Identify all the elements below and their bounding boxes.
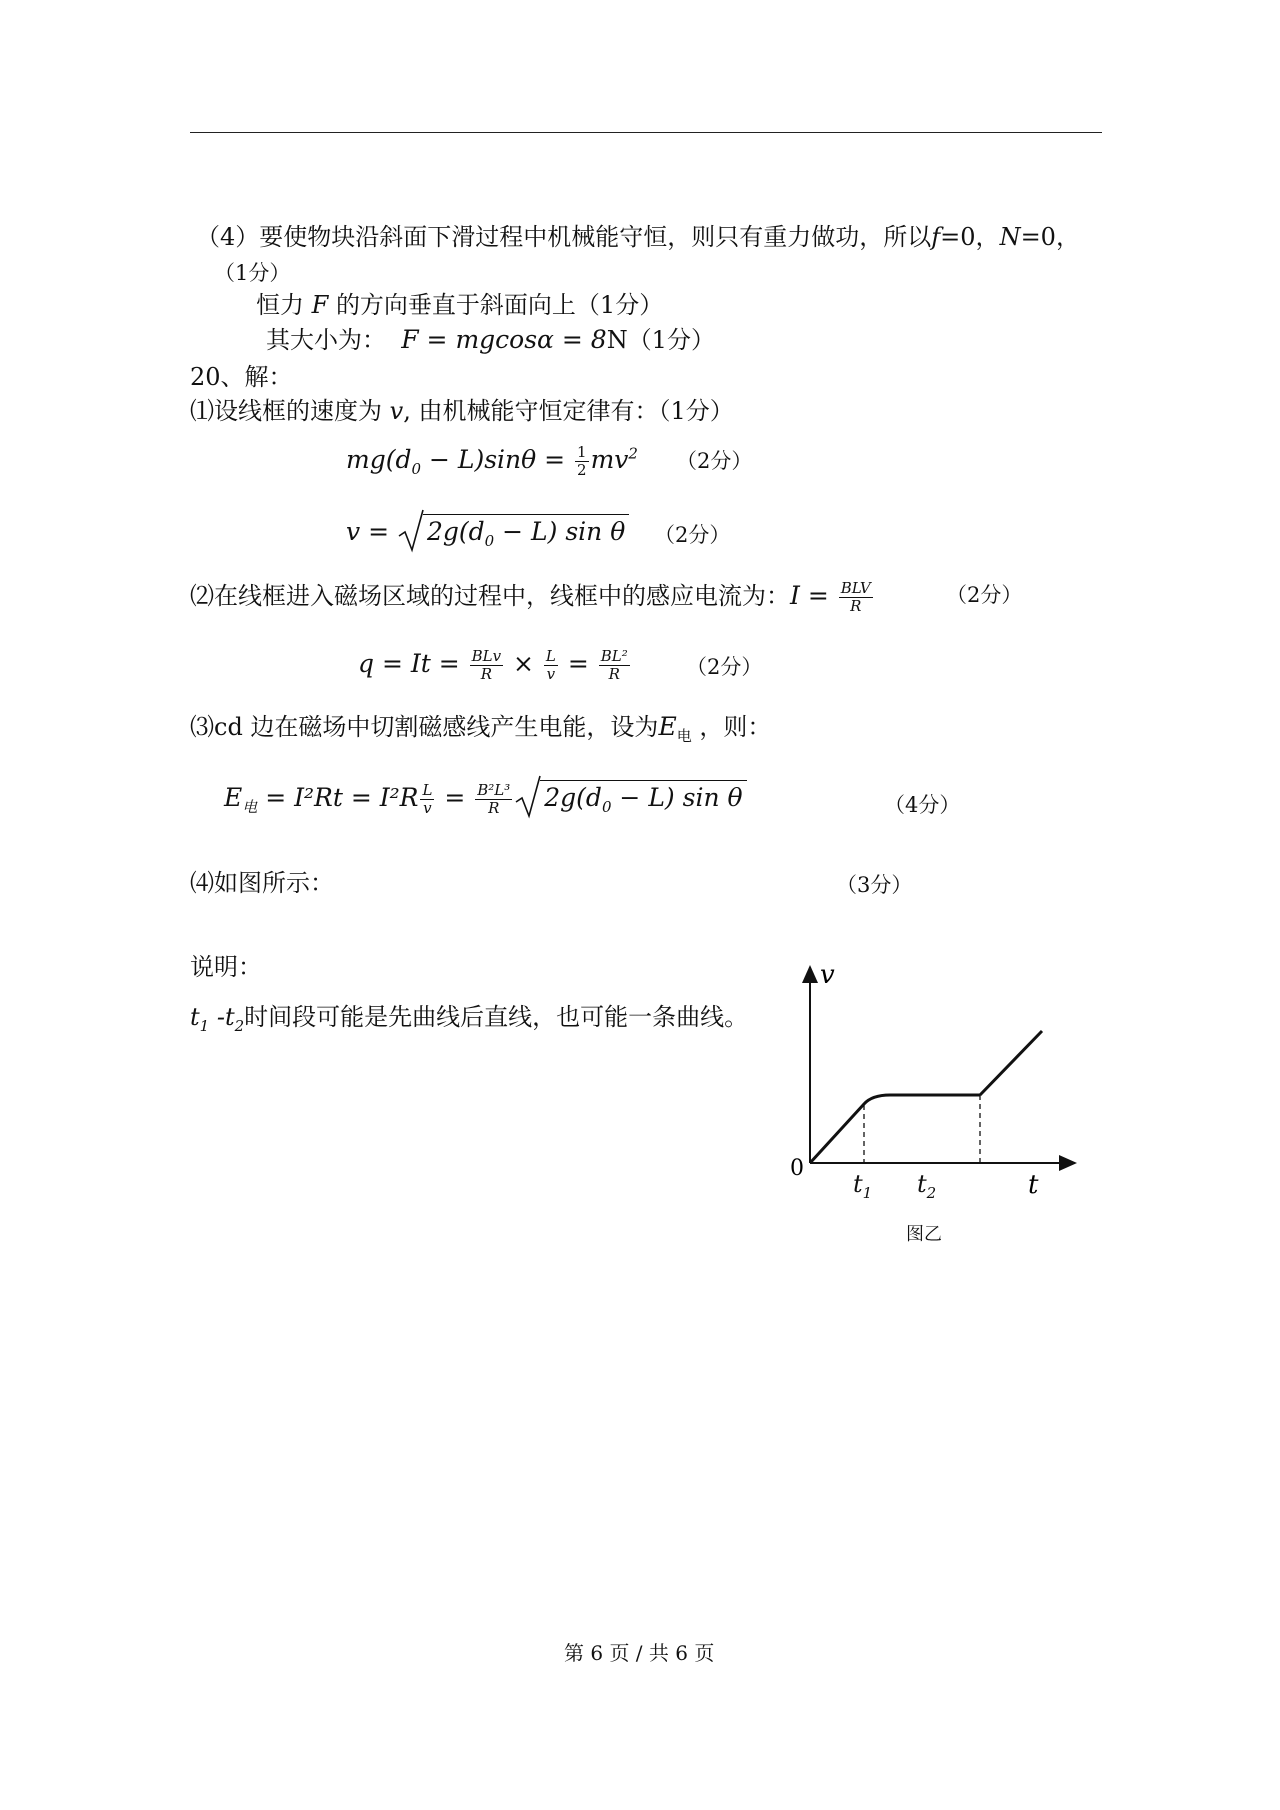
part4-line1-eq: =0， <box>940 223 1000 251</box>
part4-score1: （1分） <box>214 261 291 285</box>
t1-subscript: 1 <box>862 1183 873 1202</box>
step4-score: （3分） <box>836 873 913 897</box>
step2-score: （2分） <box>946 583 1023 607</box>
sqrt <box>397 514 629 550</box>
eq3-f2d: v <box>546 665 556 683</box>
x-axis-label: t <box>1028 1170 1039 1200</box>
eq4-rad2: − L) sin θ <box>611 783 743 812</box>
eq4-E: E <box>224 783 243 812</box>
eq4-frac2 <box>475 782 512 817</box>
eq4-rsub: 0 <box>601 798 612 816</box>
q20-step1 <box>190 396 734 426</box>
t2-subscript: 2 <box>926 1183 937 1202</box>
equation-energy <box>346 444 638 479</box>
eq3-f3d: R <box>608 665 620 683</box>
note-text: 时间段可能是先曲线后直线，也可能一条曲线。 <box>244 1003 749 1031</box>
current-fraction <box>839 580 873 615</box>
var-F: F <box>311 291 329 319</box>
var-E-sub: 电 <box>676 726 692 745</box>
eq3-score: （2分） <box>686 655 763 679</box>
s2-num: BLV <box>840 579 871 597</box>
q20-step4: ⑷如图所示： <box>190 869 334 897</box>
var-E: E <box>658 712 677 741</box>
t1-label <box>853 1170 872 1202</box>
step1-text: ⑴设线框的速度为 <box>190 397 382 425</box>
eq3-f3n: BL² <box>600 647 628 665</box>
step3-text: ⑶cd 边在磁场中切割磁感线产生电能，设为 <box>190 713 659 741</box>
part4-line2-b: 的方向垂直于斜面向上（1分） <box>335 291 664 319</box>
eq2-rad: 2g(d <box>426 517 485 546</box>
t1-letter: t <box>853 1170 863 1198</box>
eq2-score: （2分） <box>654 523 731 547</box>
step3-tail: ，则： <box>699 713 772 741</box>
note-line <box>190 1002 748 1041</box>
part4-line2 <box>256 290 663 320</box>
velocity-time-graph <box>780 955 1080 1200</box>
note-t2: -t <box>209 1003 235 1031</box>
eq3-frac2 <box>544 648 558 683</box>
page-footer: 第 6 页 / 共 6 页 <box>564 1641 715 1665</box>
eq1-left: mg(d <box>346 445 412 474</box>
force-unit: N <box>606 326 628 354</box>
part4-line3 <box>266 325 715 355</box>
t2-letter: t <box>917 1170 927 1198</box>
part4-line1-end: =0， <box>1020 223 1080 251</box>
var-N: N <box>999 223 1021 251</box>
eq4-f1d: v <box>423 799 432 817</box>
eq1-sup: 2 <box>628 444 638 463</box>
equation-energy-electric <box>224 780 747 817</box>
eq3-frac1 <box>470 648 503 683</box>
part4-line3-label: 其大小为： <box>266 326 386 354</box>
q20-step3 <box>190 712 771 751</box>
equation-velocity <box>346 514 629 550</box>
eq1-right: mv <box>590 445 629 474</box>
s2-den: R <box>850 597 862 615</box>
t2-label <box>917 1170 936 1202</box>
eq4-sub: 电 <box>242 798 258 816</box>
eq1-score: （2分） <box>676 449 753 473</box>
q20-step2 <box>190 580 875 615</box>
note-t2-sub: 2 <box>234 1016 245 1035</box>
note-t1: t <box>190 1003 200 1031</box>
eq4-score: （4分） <box>884 793 961 817</box>
eq1-mid: − L)sinθ = <box>421 445 574 474</box>
part4-line2-a: 恒力 <box>256 291 304 319</box>
eq4-eq: = <box>436 783 474 812</box>
header-rule <box>190 132 1102 133</box>
eq3-frac3 <box>599 648 630 683</box>
origin-label: 0 <box>790 1156 804 1181</box>
eq1-den: 2 <box>577 461 587 479</box>
eq3-f1n: BLv <box>471 647 502 665</box>
eq2-sub: 0 <box>484 532 495 550</box>
eq4-frac1 <box>420 782 434 817</box>
y-axis-label: v <box>820 960 835 990</box>
eq2-rad2: − L) sin θ <box>494 517 626 546</box>
eq4-rad: 2g(d <box>544 783 602 812</box>
eq3-times: × <box>505 649 542 678</box>
part4-line1-text: （4）要使物块沿斜面下滑过程中机械能守恒，则只有重力做功，所以 <box>196 223 932 251</box>
graph-caption: 图乙 <box>906 1224 942 1245</box>
eq4-f1n: L <box>422 781 433 799</box>
step2-text: ⑵在线框进入磁场区域的过程中，线框中的感应电流为： <box>190 582 790 610</box>
var-f: f <box>931 223 941 251</box>
var-I: I = <box>790 581 837 610</box>
rising-segment <box>980 1031 1042 1095</box>
eq4-f2n: B²L³ <box>477 781 511 799</box>
curve-segment-1 <box>810 1095 930 1163</box>
note-title: 说明： <box>190 953 262 981</box>
part4-line3-score: （1分） <box>627 326 715 354</box>
eq4-a: = I²Rt = I²R <box>257 783 419 812</box>
sqrt-2 <box>514 780 746 816</box>
note-t1-sub: 1 <box>199 1016 210 1035</box>
eq3-eq: = <box>559 649 597 678</box>
equation-charge <box>358 648 632 683</box>
eq2-left: v = <box>346 517 397 546</box>
eq3-f2n: L <box>545 647 556 665</box>
eq4-f2d: R <box>488 799 500 817</box>
part4-line1 <box>196 222 1080 252</box>
q20-heading: 20、解： <box>190 363 293 391</box>
step1-text-b: , 由机械能守恒定律有：（1分） <box>403 397 734 425</box>
var-v: v <box>389 397 404 425</box>
eq3-left: q = It = <box>358 649 468 678</box>
force-equation: F = mgcosα = 8 <box>401 325 607 354</box>
eq1-sub: 0 <box>411 460 422 478</box>
eq1-fraction <box>575 444 589 479</box>
eq3-f1d: R <box>480 665 492 683</box>
eq1-num: 1 <box>577 443 587 461</box>
